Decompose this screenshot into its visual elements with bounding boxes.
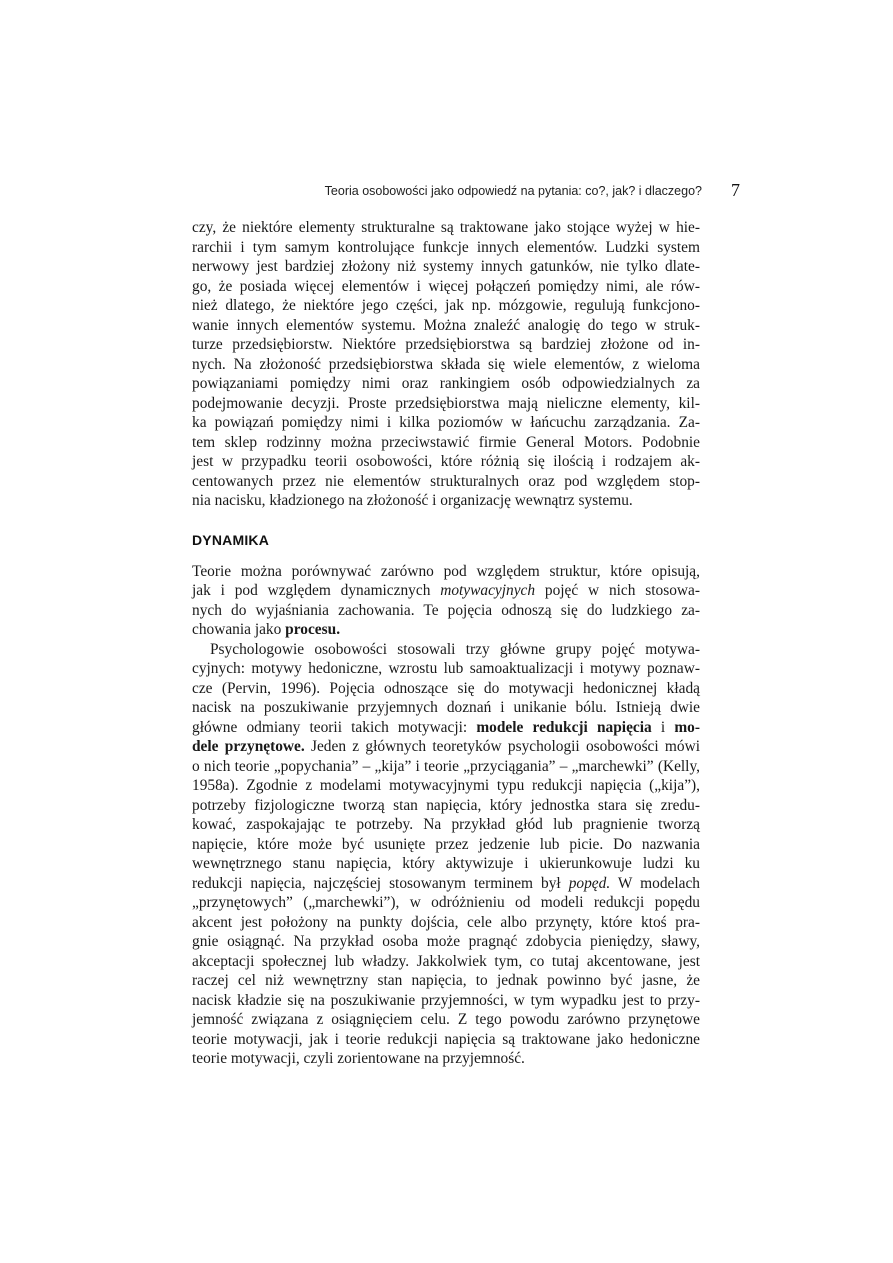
text-line: nia nacisku, kładzionego na złożoność i organizację wewnątrz systemu. [192, 492, 633, 509]
text-line: teorie motywacji, czyli zorientowane na przyjemność. [192, 1050, 525, 1067]
text-line: nież dlatego, że niektóre jego części, jak np. mózgowie, regulują funkcjono- [192, 297, 700, 314]
page-body [192, 218, 700, 1069]
text-line: chowania jako procesu. [192, 621, 341, 638]
text-line: czy, że niektóre elementy strukturalne są traktowane jako stojące wyżej w hie- [192, 219, 700, 236]
text-line: nacisk na poszukiwanie przyjemnych doznań i unikanie bólu. Istnieją dwie [192, 699, 700, 716]
text-line: nych do wyjaśniania zachowania. Te pojęcia odnoszą się do ludzkiego za- [192, 601, 700, 619]
text-line: jak i pod względem dynamicznych motywacyjnych pojęć w nich stosowa- [192, 582, 700, 599]
text-line: 1958a). Zgodnie z modelami motywacyjnymi typu redukcji napięcia („kija”), [192, 777, 700, 794]
text-line: Teorie można porównywać zarówno pod względem struktur, które opisują, [192, 562, 700, 580]
running-title: Teoria osobowości jako odpowiedź na pytania: co?, jak? i dlaczego? [324, 184, 702, 198]
text-line: „przynętowych” („marchewki”), w odróżnieniu od modeli redukcji popędu [192, 894, 700, 911]
text-line: redukcji napięcia, najczęściej stosowanym terminem był popęd. W modelach [192, 874, 700, 892]
text-line: akceptacji społecznej lub władzy. Jakkolwiek tym, co tutaj akcentowane, jest [192, 952, 700, 970]
text-line: raczej cel niż wewnętrzny stan napięcia, to jednak powinno być jasne, że [192, 972, 700, 989]
text-line: ka powiązań pomiędzy nimi i kilka poziomów w łańcuchu zarządzania. Za- [192, 414, 700, 431]
text-line: teorie motywacji, jak i teorie redukcji napięcia są traktowane jako hedoniczne [192, 1030, 700, 1048]
text-line: nacisk kładzie się na poszukiwanie przyjemności, w tym wypadku jest to przy- [192, 991, 700, 1009]
text-line: wanie innych elementów systemu. Można znaleźć analogię do tego w struk- [192, 316, 700, 334]
text-line: dele przynętowe. Jeden z głównych teoretyków psychologii osobowości mówi [192, 738, 700, 755]
running-header [190, 180, 740, 204]
text-line: centowanych przez nie elementów strukturalnych oraz pod względem stop- [192, 472, 700, 490]
text-line: główne odmiany teorii takich motywacji: modele redukcji napięcia i mo- [192, 718, 700, 736]
text-line: akcent jest położony na punkty dojścia, cele albo przynęty, które ktoś pra- [192, 913, 700, 931]
text-line: gnie osiągnąć. Na przykład osoba może pragnąć zdobycia pieniędzy, sławy, [192, 933, 700, 950]
section-heading: DYNAMIKA [192, 531, 270, 548]
text-line: go, że posiada więcej elementów i więcej połączeń pomiędzy nimi, ale rów- [192, 277, 700, 295]
text-line: nerwowy jest bardziej złożony niż systemy innych gatunków, nie tylko dlate- [192, 258, 700, 275]
page-number: 7 [731, 180, 740, 200]
text-line: jemność związana z osiągnięciem celu. Z tego powodu zarówno przynętowe [192, 1011, 700, 1028]
text-line: turze przedsiębiorstw. Niektóre przedsiębiorstwa są bardziej złożone od in- [192, 336, 700, 353]
text-line: kować, zaspokajając te potrzeby. Na przykład głód lub pragnienie tworzą [192, 816, 700, 833]
text-line: tem sklep rodzinny można przeciwstawić firmie General Motors. Podobnie [192, 433, 700, 451]
text-line: potrzeby fizjologiczne tworzą stan napięcia, który jednostka stara się zredu- [192, 796, 700, 814]
text-line: jest w przypadku teorii osobowości, które różnią się ilością i rodzajem ak- [192, 453, 700, 470]
text-line: rarchii i tym samym kontrolujące funkcje innych elementów. Ludzki system [192, 238, 700, 256]
paragraph [192, 640, 700, 1069]
text-line: napięcie, które może być usunięte przez jedzenie lub picie. Do nazwania [192, 835, 700, 853]
text-line: podejmowanie decyzji. Proste przedsiębiorstwa mają nieliczne elementy, kil- [192, 394, 700, 412]
paragraph [192, 562, 700, 640]
text-line: nych. Na złożoność przedsiębiorstwa składa się wiele elementów, z wieloma [192, 355, 700, 373]
text-line: wewnętrznego stanu napięcia, który aktywizuje i ukierunkowuje ludzi ku [192, 855, 700, 872]
text-line: cze (Pervin, 1996). Pojęcia odnoszące się do motywacji hedonicznej kładą [192, 679, 700, 697]
text-line: cyjnych: motywy hedoniczne, wzrostu lub samoaktualizacji i motywy poznaw- [192, 660, 700, 677]
paragraph [192, 218, 700, 511]
text-line: o nich teorie „popychania” – „kija” i teorie „przyciągania” – „marchewki” (Kelly, [192, 757, 700, 775]
text-line: Psychologowie osobowości stosowali trzy główne grupy pojęć motywa- [210, 640, 700, 658]
text-line: powiązaniami pomiędzy nimi oraz rankingiem osób odpowiedzialnych za [192, 375, 700, 392]
